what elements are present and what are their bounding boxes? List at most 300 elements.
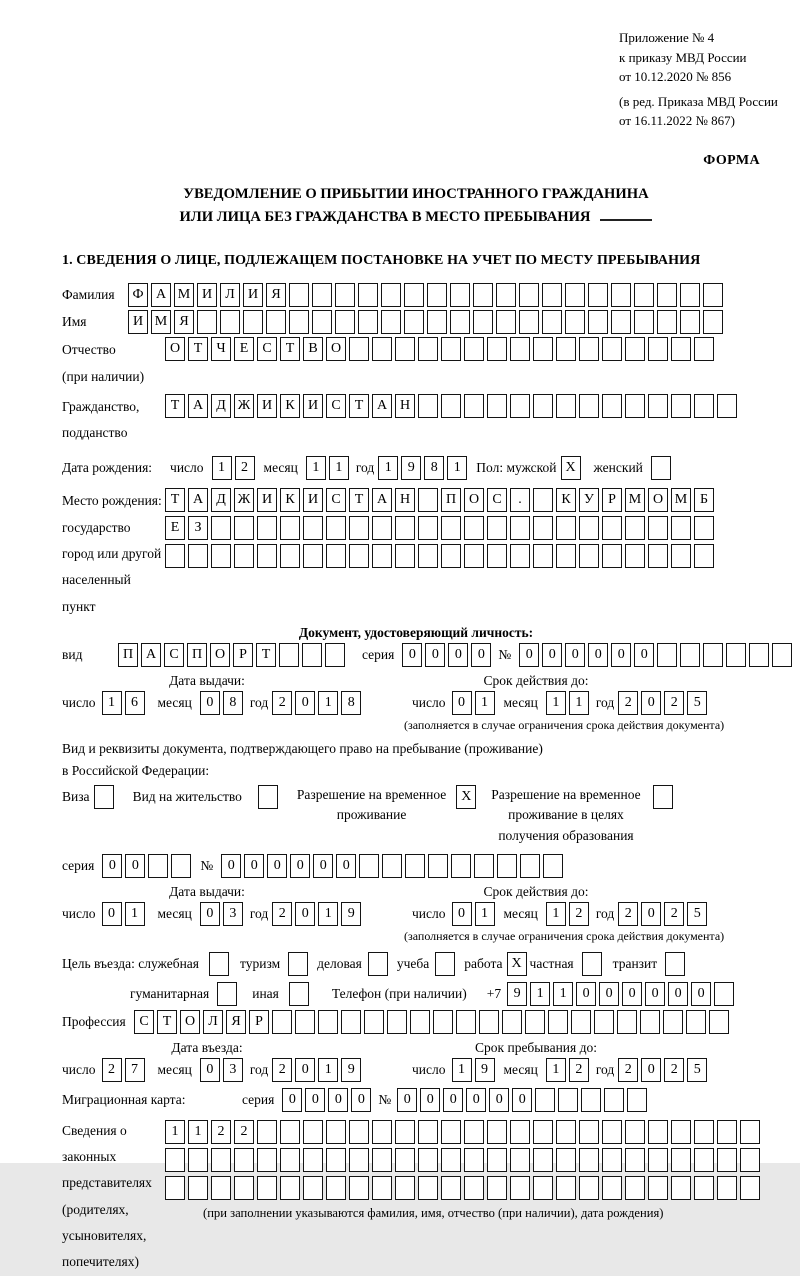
char-box[interactable] <box>326 1120 346 1144</box>
char-box[interactable]: И <box>128 310 148 334</box>
citizenship-input[interactable] <box>165 394 740 418</box>
char-box[interactable] <box>257 544 277 568</box>
sex-female-checkbox[interactable] <box>651 456 674 480</box>
char-box[interactable]: К <box>556 488 576 512</box>
char-box[interactable] <box>456 1010 476 1034</box>
char-box[interactable]: 0 <box>576 982 596 1006</box>
char-box[interactable]: 0 <box>691 982 711 1006</box>
char-box[interactable] <box>257 516 277 540</box>
char-box[interactable] <box>349 337 369 361</box>
char-box[interactable] <box>651 456 671 480</box>
char-box[interactable]: 0 <box>611 643 631 667</box>
char-box[interactable] <box>243 310 263 334</box>
char-box[interactable] <box>487 394 507 418</box>
char-box[interactable] <box>487 1176 507 1200</box>
char-box[interactable]: 0 <box>452 691 472 715</box>
char-box[interactable] <box>326 1148 346 1172</box>
char-box[interactable]: Ж <box>234 488 254 512</box>
char-box[interactable]: 0 <box>244 854 264 878</box>
char-box[interactable]: В <box>303 337 323 361</box>
char-box[interactable]: X <box>561 456 581 480</box>
char-box[interactable]: А <box>151 283 171 307</box>
char-box[interactable]: 2 <box>664 902 684 926</box>
char-box[interactable] <box>579 394 599 418</box>
char-box[interactable] <box>579 516 599 540</box>
char-box[interactable]: 0 <box>512 1088 532 1112</box>
char-box[interactable] <box>556 1120 576 1144</box>
char-box[interactable] <box>625 516 645 540</box>
char-box[interactable]: Т <box>349 488 369 512</box>
char-box[interactable]: О <box>210 643 230 667</box>
char-box[interactable]: Т <box>157 1010 177 1034</box>
char-box[interactable]: С <box>326 394 346 418</box>
char-box[interactable] <box>694 516 714 540</box>
char-box[interactable]: 2 <box>272 691 292 715</box>
char-box[interactable] <box>611 283 631 307</box>
char-box[interactable] <box>220 310 240 334</box>
char-box[interactable] <box>288 952 308 976</box>
char-box[interactable]: 0 <box>102 854 122 878</box>
char-box[interactable]: 7 <box>125 1058 145 1082</box>
char-box[interactable] <box>349 1148 369 1172</box>
char-box[interactable]: А <box>188 394 208 418</box>
char-box[interactable] <box>487 1148 507 1172</box>
char-box[interactable]: 9 <box>475 1058 495 1082</box>
char-box[interactable] <box>404 310 424 334</box>
char-box[interactable] <box>372 337 392 361</box>
char-box[interactable]: 1 <box>318 691 338 715</box>
char-box[interactable] <box>280 516 300 540</box>
char-box[interactable] <box>372 1176 392 1200</box>
char-box[interactable] <box>533 488 553 512</box>
doc-valid-year-input[interactable] <box>618 691 710 715</box>
char-box[interactable] <box>680 283 700 307</box>
char-box[interactable] <box>694 544 714 568</box>
char-box[interactable] <box>171 854 191 878</box>
char-box[interactable]: 8 <box>341 691 361 715</box>
char-box[interactable] <box>473 310 493 334</box>
char-box[interactable] <box>234 544 254 568</box>
char-box[interactable]: Т <box>165 394 185 418</box>
permit-valid-day-input[interactable] <box>452 902 498 926</box>
char-box[interactable] <box>510 1176 530 1200</box>
char-box[interactable]: 0 <box>102 902 122 926</box>
char-box[interactable] <box>94 785 114 809</box>
residence-permit-checkbox[interactable] <box>258 785 281 809</box>
doc-issue-day-input[interactable] <box>102 691 148 715</box>
char-box[interactable] <box>258 785 278 809</box>
char-box[interactable] <box>663 1010 683 1034</box>
char-box[interactable] <box>326 1176 346 1200</box>
char-box[interactable] <box>648 1148 668 1172</box>
char-box[interactable] <box>441 337 461 361</box>
representatives-input-row2[interactable] <box>165 1148 763 1172</box>
char-box[interactable] <box>602 1120 622 1144</box>
char-box[interactable] <box>464 516 484 540</box>
char-box[interactable] <box>657 283 677 307</box>
char-box[interactable]: 0 <box>641 691 661 715</box>
char-box[interactable] <box>451 854 471 878</box>
char-box[interactable] <box>358 283 378 307</box>
char-box[interactable]: О <box>464 488 484 512</box>
char-box[interactable] <box>372 516 392 540</box>
char-box[interactable]: О <box>180 1010 200 1034</box>
char-box[interactable]: 6 <box>125 691 145 715</box>
char-box[interactable] <box>653 785 673 809</box>
char-box[interactable] <box>418 488 438 512</box>
char-box[interactable] <box>709 1010 729 1034</box>
char-box[interactable] <box>441 544 461 568</box>
char-box[interactable]: 0 <box>448 643 468 667</box>
char-box[interactable] <box>418 1148 438 1172</box>
char-box[interactable] <box>211 544 231 568</box>
char-box[interactable] <box>289 982 309 1006</box>
char-box[interactable]: И <box>197 283 217 307</box>
char-box[interactable] <box>502 1010 522 1034</box>
doc-number-input[interactable] <box>519 643 795 667</box>
purpose-official-checkbox[interactable] <box>209 952 232 976</box>
char-box[interactable]: У <box>579 488 599 512</box>
char-box[interactable] <box>312 310 332 334</box>
char-box[interactable]: 1 <box>102 691 122 715</box>
char-box[interactable]: 0 <box>267 854 287 878</box>
char-box[interactable] <box>326 516 346 540</box>
char-box[interactable] <box>349 1176 369 1200</box>
char-box[interactable]: 0 <box>402 643 422 667</box>
char-box[interactable] <box>680 643 700 667</box>
char-box[interactable] <box>368 952 388 976</box>
char-box[interactable]: И <box>257 488 277 512</box>
char-box[interactable] <box>740 1176 760 1200</box>
char-box[interactable] <box>473 283 493 307</box>
char-box[interactable]: М <box>174 283 194 307</box>
char-box[interactable] <box>381 310 401 334</box>
char-box[interactable] <box>302 643 322 667</box>
char-box[interactable] <box>519 310 539 334</box>
char-box[interactable] <box>579 1176 599 1200</box>
char-box[interactable]: 5 <box>687 1058 707 1082</box>
char-box[interactable] <box>289 310 309 334</box>
char-box[interactable] <box>318 1010 338 1034</box>
char-box[interactable] <box>257 1148 277 1172</box>
char-box[interactable]: С <box>487 488 507 512</box>
char-box[interactable] <box>165 544 185 568</box>
char-box[interactable]: 2 <box>664 691 684 715</box>
char-box[interactable]: К <box>280 394 300 418</box>
char-box[interactable]: О <box>648 488 668 512</box>
char-box[interactable] <box>272 1010 292 1034</box>
char-box[interactable] <box>303 1120 323 1144</box>
surname-input[interactable] <box>128 283 726 307</box>
char-box[interactable] <box>717 394 737 418</box>
purpose-transit-checkbox[interactable] <box>665 952 688 976</box>
birth-month-input[interactable] <box>306 456 352 480</box>
char-box[interactable] <box>671 1148 691 1172</box>
char-box[interactable] <box>772 643 792 667</box>
char-box[interactable] <box>602 516 622 540</box>
char-box[interactable]: Н <box>395 394 415 418</box>
char-box[interactable]: А <box>372 488 392 512</box>
sex-male-checkbox[interactable] <box>561 456 584 480</box>
char-box[interactable]: Я <box>174 310 194 334</box>
char-box[interactable]: 0 <box>295 902 315 926</box>
char-box[interactable] <box>303 516 323 540</box>
char-box[interactable]: 0 <box>397 1088 417 1112</box>
stay-year-input[interactable] <box>618 1058 710 1082</box>
char-box[interactable] <box>148 854 168 878</box>
char-box[interactable] <box>209 952 229 976</box>
char-box[interactable] <box>335 283 355 307</box>
char-box[interactable] <box>694 1176 714 1200</box>
doc-issue-month-input[interactable] <box>200 691 246 715</box>
representatives-input-row3[interactable] <box>165 1176 763 1200</box>
char-box[interactable]: 0 <box>452 902 472 926</box>
char-box[interactable] <box>510 1120 530 1144</box>
char-box[interactable]: 0 <box>420 1088 440 1112</box>
char-box[interactable] <box>640 1010 660 1034</box>
char-box[interactable]: С <box>326 488 346 512</box>
char-box[interactable] <box>358 310 378 334</box>
char-box[interactable]: А <box>188 488 208 512</box>
char-box[interactable] <box>418 516 438 540</box>
char-box[interactable]: П <box>187 643 207 667</box>
char-box[interactable]: 8 <box>223 691 243 715</box>
char-box[interactable] <box>279 643 299 667</box>
char-box[interactable]: И <box>243 283 263 307</box>
char-box[interactable]: 1 <box>553 982 573 1006</box>
char-box[interactable] <box>671 1176 691 1200</box>
char-box[interactable] <box>435 952 455 976</box>
char-box[interactable]: Т <box>280 337 300 361</box>
char-box[interactable] <box>533 516 553 540</box>
purpose-work-checkbox[interactable] <box>507 952 530 976</box>
migration-series-input[interactable] <box>282 1088 374 1112</box>
char-box[interactable]: С <box>134 1010 154 1034</box>
doc-valid-day-input[interactable] <box>452 691 498 715</box>
char-box[interactable] <box>257 1120 277 1144</box>
char-box[interactable]: 0 <box>489 1088 509 1112</box>
char-box[interactable] <box>487 544 507 568</box>
permit-valid-month-input[interactable] <box>546 902 592 926</box>
char-box[interactable]: 2 <box>569 902 589 926</box>
char-box[interactable]: 1 <box>318 1058 338 1082</box>
char-box[interactable]: 0 <box>466 1088 486 1112</box>
char-box[interactable]: 0 <box>565 643 585 667</box>
char-box[interactable] <box>579 337 599 361</box>
char-box[interactable] <box>303 1148 323 1172</box>
char-box[interactable] <box>188 1176 208 1200</box>
char-box[interactable]: Ч <box>211 337 231 361</box>
char-box[interactable] <box>234 516 254 540</box>
char-box[interactable] <box>211 516 231 540</box>
char-box[interactable]: 1 <box>447 456 467 480</box>
char-box[interactable]: 0 <box>282 1088 302 1112</box>
char-box[interactable]: 2 <box>235 456 255 480</box>
char-box[interactable] <box>694 394 714 418</box>
char-box[interactable] <box>427 283 447 307</box>
char-box[interactable]: 1 <box>530 982 550 1006</box>
char-box[interactable] <box>648 544 668 568</box>
char-box[interactable] <box>665 952 685 976</box>
char-box[interactable]: О <box>326 337 346 361</box>
char-box[interactable] <box>280 544 300 568</box>
char-box[interactable] <box>450 283 470 307</box>
char-box[interactable] <box>234 1148 254 1172</box>
char-box[interactable] <box>694 1148 714 1172</box>
char-box[interactable] <box>588 310 608 334</box>
char-box[interactable]: 3 <box>223 902 243 926</box>
doc-series-input[interactable] <box>402 643 494 667</box>
char-box[interactable]: 1 <box>569 691 589 715</box>
char-box[interactable]: Ф <box>128 283 148 307</box>
char-box[interactable] <box>565 283 585 307</box>
char-box[interactable] <box>335 310 355 334</box>
char-box[interactable]: 5 <box>687 691 707 715</box>
char-box[interactable] <box>617 1010 637 1034</box>
char-box[interactable] <box>594 1010 614 1034</box>
char-box[interactable] <box>648 394 668 418</box>
char-box[interactable]: 0 <box>622 982 642 1006</box>
char-box[interactable] <box>542 283 562 307</box>
char-box[interactable]: Н <box>395 488 415 512</box>
char-box[interactable]: 9 <box>507 982 527 1006</box>
char-box[interactable] <box>740 1120 760 1144</box>
char-box[interactable] <box>556 1148 576 1172</box>
char-box[interactable] <box>510 337 530 361</box>
char-box[interactable]: А <box>141 643 161 667</box>
char-box[interactable] <box>188 544 208 568</box>
char-box[interactable]: 1 <box>475 691 495 715</box>
char-box[interactable] <box>312 283 332 307</box>
char-box[interactable]: Е <box>234 337 254 361</box>
char-box[interactable]: А <box>372 394 392 418</box>
char-box[interactable] <box>648 337 668 361</box>
char-box[interactable] <box>602 1148 622 1172</box>
char-box[interactable]: 0 <box>634 643 654 667</box>
char-box[interactable] <box>671 394 691 418</box>
char-box[interactable]: 2 <box>664 1058 684 1082</box>
purpose-other-checkbox[interactable] <box>289 982 312 1006</box>
char-box[interactable]: 2 <box>618 1058 638 1082</box>
char-box[interactable]: М <box>625 488 645 512</box>
char-box[interactable] <box>543 854 563 878</box>
char-box[interactable] <box>533 337 553 361</box>
char-box[interactable] <box>648 1176 668 1200</box>
char-box[interactable]: 1 <box>452 1058 472 1082</box>
char-box[interactable]: 0 <box>221 854 241 878</box>
char-box[interactable] <box>694 1120 714 1144</box>
char-box[interactable]: 1 <box>546 691 566 715</box>
char-box[interactable] <box>558 1088 578 1112</box>
char-box[interactable]: О <box>165 337 185 361</box>
migration-number-input[interactable] <box>397 1088 650 1112</box>
char-box[interactable] <box>510 1148 530 1172</box>
entry-year-input[interactable] <box>272 1058 364 1082</box>
char-box[interactable] <box>602 1176 622 1200</box>
stay-month-input[interactable] <box>546 1058 592 1082</box>
char-box[interactable] <box>602 544 622 568</box>
char-box[interactable]: 5 <box>687 902 707 926</box>
char-box[interactable] <box>519 283 539 307</box>
char-box[interactable] <box>325 643 345 667</box>
char-box[interactable]: Р <box>249 1010 269 1034</box>
char-box[interactable] <box>703 310 723 334</box>
char-box[interactable]: 0 <box>471 643 491 667</box>
char-box[interactable] <box>303 1176 323 1200</box>
patronymic-input[interactable] <box>165 337 717 361</box>
char-box[interactable] <box>404 283 424 307</box>
char-box[interactable] <box>556 516 576 540</box>
char-box[interactable]: Т <box>349 394 369 418</box>
char-box[interactable]: 0 <box>668 982 688 1006</box>
char-box[interactable] <box>257 1176 277 1200</box>
char-box[interactable] <box>405 854 425 878</box>
char-box[interactable] <box>280 1120 300 1144</box>
char-box[interactable]: 1 <box>165 1120 185 1144</box>
char-box[interactable]: 3 <box>223 1058 243 1082</box>
char-box[interactable]: 0 <box>588 643 608 667</box>
char-box[interactable] <box>382 854 402 878</box>
char-box[interactable]: 2 <box>234 1120 254 1144</box>
char-box[interactable] <box>188 1148 208 1172</box>
char-box[interactable]: 8 <box>424 456 444 480</box>
char-box[interactable] <box>496 310 516 334</box>
char-box[interactable] <box>197 310 217 334</box>
char-box[interactable] <box>625 1176 645 1200</box>
char-box[interactable] <box>217 982 237 1006</box>
char-box[interactable] <box>686 1010 706 1034</box>
char-box[interactable]: 1 <box>306 456 326 480</box>
char-box[interactable]: 1 <box>378 456 398 480</box>
char-box[interactable] <box>395 544 415 568</box>
char-box[interactable]: 0 <box>305 1088 325 1112</box>
char-box[interactable] <box>387 1010 407 1034</box>
char-box[interactable] <box>441 1120 461 1144</box>
birth-year-input[interactable] <box>378 456 470 480</box>
char-box[interactable] <box>372 1120 392 1144</box>
char-box[interactable]: 1 <box>475 902 495 926</box>
char-box[interactable] <box>510 544 530 568</box>
char-box[interactable]: С <box>164 643 184 667</box>
birthplace-input-row1[interactable] <box>165 488 717 512</box>
char-box[interactable] <box>602 394 622 418</box>
char-box[interactable] <box>542 310 562 334</box>
char-box[interactable] <box>364 1010 384 1034</box>
visa-checkbox[interactable] <box>94 785 117 809</box>
char-box[interactable] <box>749 643 769 667</box>
char-box[interactable]: 0 <box>351 1088 371 1112</box>
purpose-tourism-checkbox[interactable] <box>288 952 311 976</box>
char-box[interactable] <box>497 854 517 878</box>
doc-issue-year-input[interactable] <box>272 691 364 715</box>
char-box[interactable] <box>520 854 540 878</box>
char-box[interactable]: Т <box>188 337 208 361</box>
char-box[interactable] <box>359 854 379 878</box>
char-box[interactable]: 0 <box>200 691 220 715</box>
char-box[interactable] <box>625 337 645 361</box>
char-box[interactable]: 0 <box>519 643 539 667</box>
char-box[interactable] <box>525 1010 545 1034</box>
char-box[interactable]: 0 <box>200 902 220 926</box>
char-box[interactable]: 1 <box>546 1058 566 1082</box>
permit-valid-year-input[interactable] <box>618 902 710 926</box>
char-box[interactable] <box>582 952 602 976</box>
char-box[interactable] <box>487 337 507 361</box>
char-box[interactable] <box>464 544 484 568</box>
char-box[interactable]: 0 <box>645 982 665 1006</box>
char-box[interactable] <box>349 516 369 540</box>
char-box[interactable] <box>634 283 654 307</box>
